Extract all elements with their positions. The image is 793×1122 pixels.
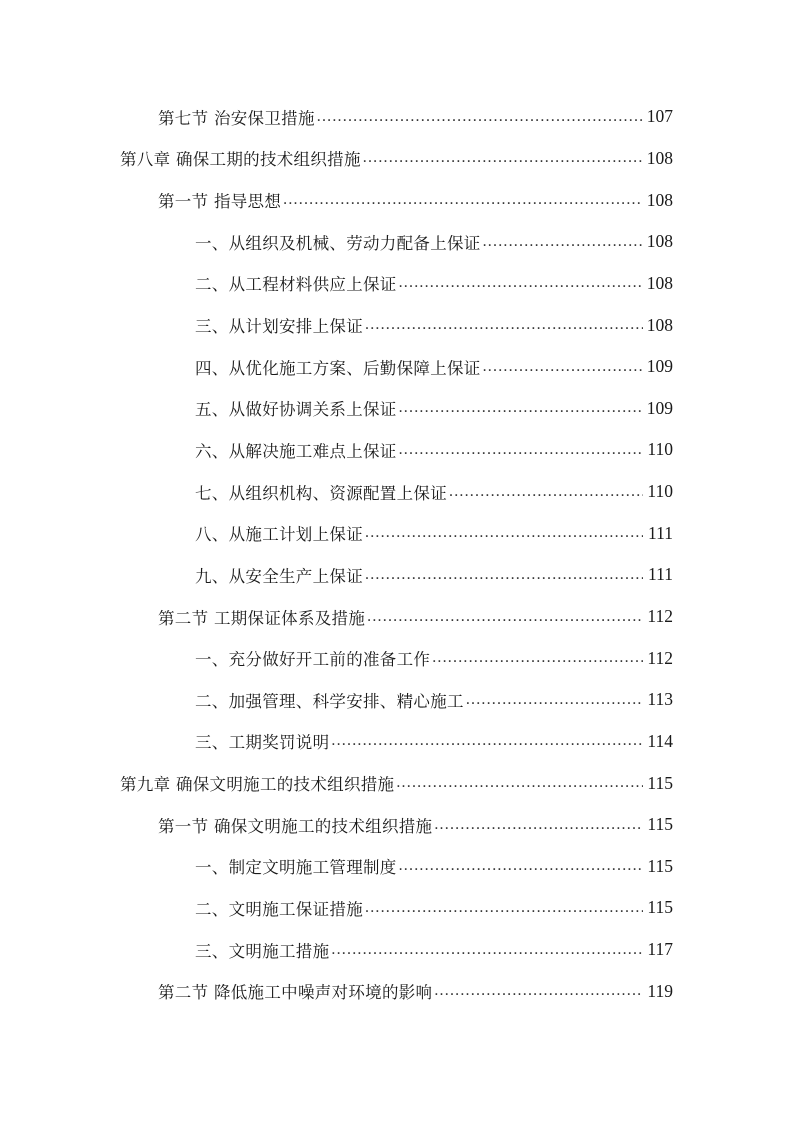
- toc-entry-item[interactable]: [0, 387, 793, 429]
- toc-entry-title: 四、从优化施工方案、后勤保障上保证: [195, 355, 483, 379]
- dot-leader: [399, 398, 643, 418]
- toc-entry-page: 115: [647, 897, 673, 918]
- dot-leader: [365, 898, 643, 918]
- dot-leader: [466, 690, 643, 710]
- toc-entry-item[interactable]: [0, 929, 793, 971]
- dot-leader: [396, 773, 643, 793]
- toc-entry-chapter[interactable]: [0, 762, 793, 804]
- toc-entry-title: 第七节 治安保卫措施: [158, 105, 317, 129]
- toc-entry-item[interactable]: [0, 846, 793, 888]
- toc-entry-page: 108: [646, 231, 673, 252]
- dot-leader: [434, 981, 643, 1001]
- toc-entry-page: 109: [646, 356, 673, 377]
- toc-entry-page: 110: [647, 481, 673, 502]
- toc-entry-item[interactable]: [0, 221, 793, 263]
- toc-entry-title: 六、从解决施工难点上保证: [195, 438, 399, 462]
- toc-entry-page: 117: [647, 939, 673, 960]
- toc-entry-item[interactable]: [0, 887, 793, 929]
- dot-leader: [365, 315, 643, 335]
- toc-entry-item[interactable]: [0, 263, 793, 305]
- dot-leader: [365, 565, 643, 585]
- toc-entry-page: 108: [646, 189, 673, 210]
- toc-entry-page: 115: [647, 855, 673, 876]
- toc-entry-page: 112: [647, 606, 673, 626]
- dot-leader: [331, 731, 643, 751]
- toc-entry-title: 第一节 确保文明施工的技术组织措施: [158, 813, 434, 837]
- toc-entry-title: 五、从做好协调关系上保证: [195, 396, 399, 420]
- toc-entry-title: 第二节 工期保证体系及措施: [158, 605, 367, 629]
- toc-entry-section[interactable]: [0, 179, 793, 221]
- toc-entry-page: 109: [646, 397, 673, 418]
- dot-leader: [399, 273, 643, 293]
- toc-entry-title: 二、加强管理、科学安排、精心施工: [195, 688, 466, 712]
- toc-entry-title: 二、从工程材料供应上保证: [195, 271, 399, 295]
- toc-entry-title: 第二节 降低施工中噪声对环境的影响: [158, 979, 434, 1003]
- dot-leader: [331, 940, 643, 960]
- toc-entry-section[interactable]: [0, 804, 793, 846]
- dot-leader: [317, 107, 643, 127]
- toc-entry-title: 三、文明施工措施: [195, 938, 331, 962]
- toc-entry-item[interactable]: [0, 471, 793, 513]
- dot-leader: [432, 648, 643, 668]
- toc-entry-section[interactable]: [0, 596, 793, 638]
- toc-entry-title: 七、从组织机构、资源配置上保证: [195, 480, 449, 504]
- toc-entry-title: 第八章 确保工期的技术组织措施: [120, 146, 363, 170]
- toc-entry-page: 107: [646, 106, 673, 127]
- dot-leader: [283, 190, 643, 210]
- dot-leader: [365, 523, 643, 543]
- dot-leader: [483, 357, 643, 377]
- toc-entry-title: 一、从组织及机械、劳动力配备上保证: [195, 230, 483, 254]
- dot-leader: [399, 856, 643, 876]
- toc-entry-page: 115: [647, 772, 673, 793]
- toc-entry-chapter[interactable]: [0, 138, 793, 180]
- toc-entry-item[interactable]: [0, 679, 793, 721]
- toc-entry-title: 二、文明施工保证措施: [195, 896, 365, 920]
- dot-leader: [449, 482, 643, 502]
- toc-entry-page: 113: [647, 689, 673, 710]
- toc-entry-title: 一、充分做好开工前的准备工作: [195, 646, 432, 670]
- toc-entry-title: 三、从计划安排上保证: [195, 313, 365, 337]
- table-of-contents: [0, 96, 793, 1012]
- toc-entry-page: 108: [646, 272, 673, 293]
- toc-entry-title: 第九章 确保文明施工的技术组织措施: [120, 771, 396, 795]
- toc-entry-title: 三、工期奖罚说明: [195, 729, 331, 753]
- toc-entry-item[interactable]: [0, 346, 793, 388]
- toc-entry-page: 111: [648, 522, 673, 543]
- toc-entry-page: 115: [647, 814, 673, 835]
- toc-entry-page: 112: [647, 647, 673, 668]
- toc-entry-section[interactable]: [0, 96, 793, 138]
- toc-entry-item[interactable]: [0, 637, 793, 679]
- toc-entry-item[interactable]: [0, 429, 793, 471]
- dot-leader: [434, 815, 643, 835]
- dot-leader: [363, 148, 643, 168]
- toc-entry-page: 110: [647, 439, 673, 460]
- dot-leader: [367, 607, 643, 627]
- dot-leader: [399, 440, 643, 460]
- toc-entry-item[interactable]: [0, 512, 793, 554]
- toc-entry-page: 111: [648, 564, 673, 585]
- toc-entry-item[interactable]: [0, 554, 793, 596]
- toc-entry-page: 108: [646, 147, 673, 168]
- toc-entry-title: 九、从安全生产上保证: [195, 563, 365, 587]
- toc-entry-title: 八、从施工计划上保证: [195, 521, 365, 545]
- toc-entry-section[interactable]: [0, 970, 793, 1012]
- toc-entry-title: 第一节 指导思想: [158, 188, 283, 212]
- toc-entry-page: 119: [647, 980, 673, 1001]
- toc-entry-page: 108: [646, 314, 673, 335]
- toc-entry-item[interactable]: [0, 304, 793, 346]
- toc-entry-page: 114: [647, 730, 673, 751]
- toc-entry-title: 一、制定文明施工管理制度: [195, 854, 399, 878]
- toc-entry-item[interactable]: [0, 721, 793, 763]
- dot-leader: [483, 232, 643, 252]
